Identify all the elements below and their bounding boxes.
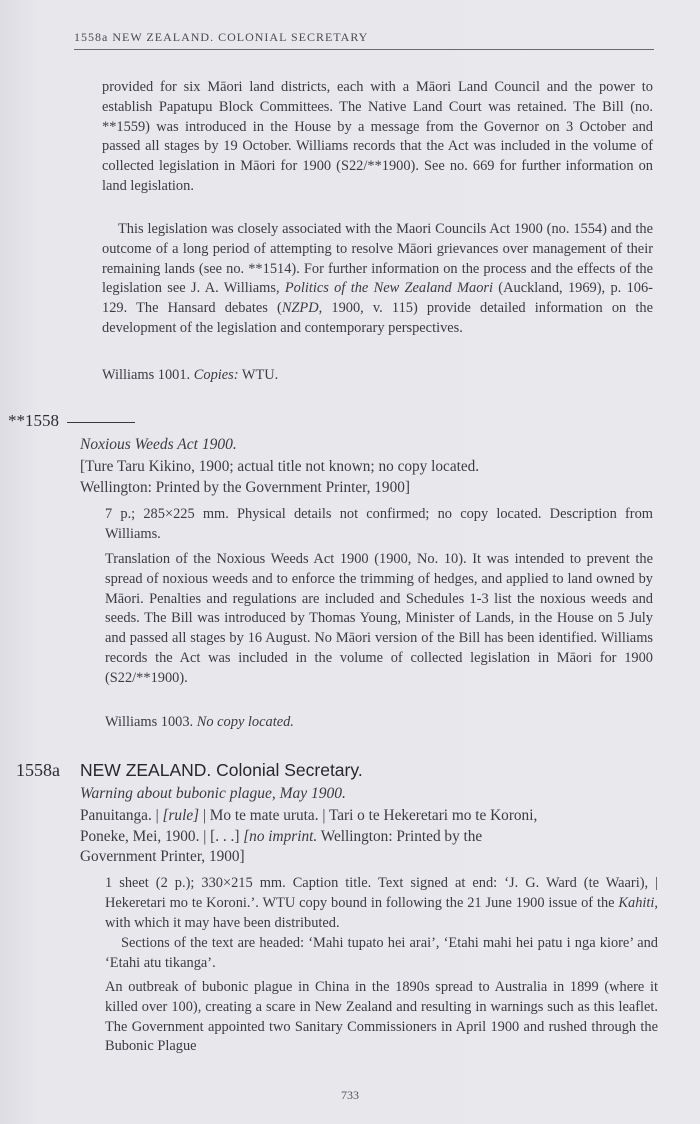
entry-1558a-title: Warning about bubonic plague, May 1900. (80, 785, 346, 802)
book-title: Politics of the New Zealand Maori (284, 280, 493, 297)
prev-entry-paragraph: provided for six Māori land districts, each with a Māori Land Council and the power to establish Papatupu Block Committees. The Native Land Court was retained. The Bill (no. **1559) was introduced in the House by a message from the Governor on 3 October and passed all stages by 19 October. Williams records that the Act was included in the volume of collected legislation in Māori for 1900 (S22/**1900). See no. 669 for further information on land legislation. (102, 79, 653, 194)
text-span: Wellington: Printed by the (317, 827, 483, 845)
page-number: 733 (341, 1088, 359, 1102)
entry-1558-note: Translation of the Noxious Weeds Act 1900 (1900, No. 10). It was intended to prevent the spread of noxious weeds and to enforce the trimming of hedges, and applied to land owned by Māori. Penalties and regulations are included and Schedules 1-3 list the noxious weeds and seeds. The Bill was introduced by Thomas Young, Minister of Lands, in the House on 5 July and passed all stages by 16 August. No Māori version of the Bill has been identified. Williams records the Act was included in the volume of collected legislation in Māori for 1900 (S22/**1900). (105, 551, 653, 686)
text-span: | Mo te mate uruta. | Tari o te Hekeretari mo te Koroni, (199, 807, 538, 824)
reference-text: Williams 1003. (105, 714, 194, 730)
entry-number-1558 (8, 411, 135, 431)
dash-rule (67, 422, 135, 423)
entry-1558a-imprint (80, 806, 660, 868)
entry-number-1558a: 1558a (16, 760, 60, 780)
publication-title: Kahiti (618, 894, 655, 911)
prev-entry-reference (102, 366, 653, 386)
reference-text: Williams 1001. (102, 367, 191, 383)
copies-label: Copies: (193, 367, 239, 383)
entry-1558a-note: An outbreak of bubonic plague in China in the 1890s spread to Australia in 1899 (where it killed over 100), creating a scare in New Zealand and resulting in warnings such as this leaflet. The Government appointed two Sanitary Commissioners in April 1900 and rushed through the Bubonic Plague (105, 979, 658, 1055)
text-span: , 1900, v. 115) provide detailed information on the development of the legislation and contemporary perspectives. (102, 300, 653, 336)
entry-1558a-physical (105, 874, 658, 933)
entry-1558a-sections: Sections of the text are headed: ‘Mahi tupato hei arai’, ‘Etahi mahi hei patu i nga kiore’ and ‘Etahi atu tikanga’. (105, 935, 658, 971)
source-abbrev: NZPD (281, 300, 319, 317)
running-head: 1558a NEW ZEALAND. COLONIAL SECRETARY (74, 30, 654, 50)
entry-1558-title: Noxious Weeds Act 1900. (80, 436, 237, 453)
imprint-line (80, 806, 660, 827)
imprint-line: Wellington: Printed by the Government Printer, 1900] (80, 478, 410, 496)
copies-value: WTU. (241, 367, 279, 383)
entry-1558-imprint (80, 457, 655, 498)
imprint-line: [Ture Taru Kikino, 1900; actual title not known; no copy located. (80, 458, 480, 475)
prev-entry-paragraph-2 (102, 220, 653, 339)
rule-marker: [rule] (162, 807, 200, 824)
text-span: This legislation was closely associated with the Maori Councils Act 1900 (no. 1554) and the outcome of a long period of attempting to resolve Māori grievances over management of their remaining lands (see no. **1514). For further information on the process and the effects of the legislation see J. A. Williams, (102, 221, 653, 297)
text-span: (Auckland, 1969), p. 106-129. The Hansard debates ( (102, 280, 653, 317)
reference-note: No copy located. (196, 714, 294, 730)
imprint-line (80, 827, 660, 848)
text-span: 1 sheet (2 p.); 330×215 mm. Caption title. Text signed at end: ‘J. G. Ward (te Waari), | Hekeretari mo te Koroni.’. WTU copy bound in following the 21 June 1900 issue of the (105, 875, 658, 911)
entry-1558a-heading: NEW ZEALAND. Colonial Secretary. (80, 760, 363, 780)
text-span: Panuitanga. | (80, 807, 163, 824)
entry-1558-reference (105, 713, 653, 733)
entry-number-text: **1558 (8, 411, 59, 430)
text-span: , with which it may have been distributed. (105, 894, 658, 931)
text-span: Poneke, Mei, 1900. | [. . .] (80, 827, 244, 845)
no-imprint-marker: [no imprint. (243, 827, 318, 845)
imprint-line: Government Printer, 1900] (80, 848, 245, 865)
entry-1558-physical: 7 p.; 285×225 mm. Physical details not confirmed; no copy located. Description from Williams. (105, 506, 653, 542)
